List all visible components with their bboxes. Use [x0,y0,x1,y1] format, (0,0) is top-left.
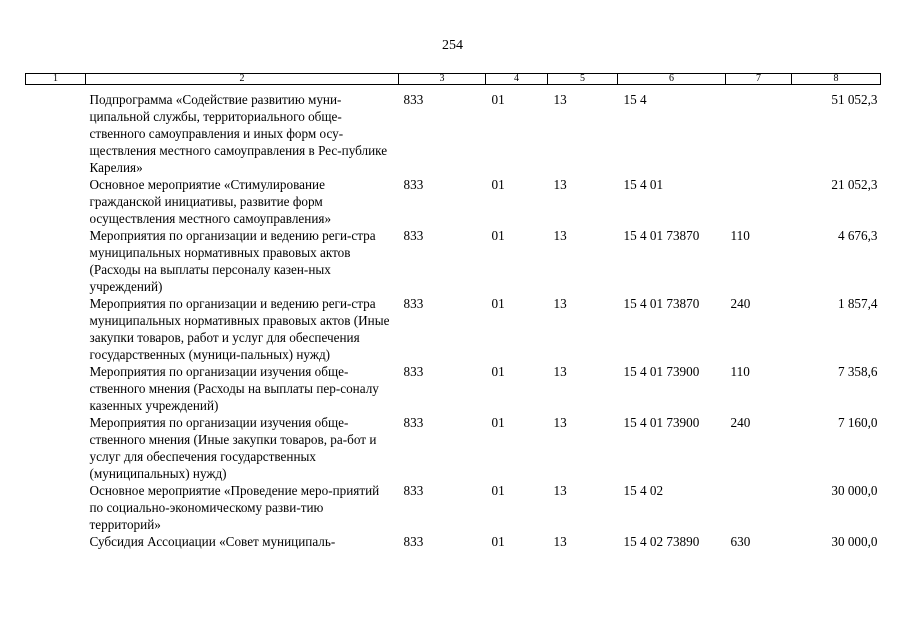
expense-name-cell: Мероприятия по организации изучения обще-ственного мнения (Расходы на выплаты пер-соналу казенных учреждений) [89,364,379,413]
subsection-cell: 13 [553,415,567,430]
table-row [26,482,881,533]
subsection-cell: 13 [553,534,567,549]
subsection-cell: 13 [553,92,567,107]
target-article-cell: 15 4 [623,92,647,107]
table-header [26,74,881,85]
column-number-cell: 1 [26,74,86,85]
expense-name-cell: Мероприятия по организации и ведению реги-стра муниципальных нормативных правовых актов (Иные закупки товаров, работ и услуг для обеспечения государственных (муници-пальных) нужд) [89,296,390,362]
expense-type-cell [726,176,792,227]
column-number-cell: 4 [486,74,548,85]
section-cell: 01 [491,415,505,430]
target-article-cell: 15 4 01 73870 [623,228,700,243]
expense-type-cell [726,482,792,533]
admin-code-cell: 833 [403,92,424,107]
expense-name-cell: Подпрограмма «Содействие развитию муни-ципальной службы, территориального обще-ственного самоуправления и иных форм осу-ществления местного самоуправления в Рес-публике Карелия» [89,92,388,175]
section-cell: 01 [491,364,505,379]
expense-name-cell: Основное мероприятие «Проведение меро-приятий по социально-экономическому разви-тию территорий» [89,483,380,532]
section-cell: 01 [491,483,505,498]
expense-type-cell: 110 [730,364,750,379]
column-number-cell: 8 [792,74,881,85]
target-article-cell: 15 4 01 73900 [623,415,700,430]
amount-cell: 30 000,0 [831,534,878,549]
admin-code-cell: 833 [403,228,424,243]
section-cell: 01 [491,177,505,192]
admin-code-cell: 833 [403,296,424,311]
expense-type-cell: 110 [730,228,750,243]
row-number-cell [26,85,86,177]
column-number-cell: 3 [399,74,486,85]
row-number-cell [26,482,86,533]
admin-code-cell: 833 [403,415,424,430]
row-number-cell [26,414,86,482]
section-cell: 01 [491,296,505,311]
table-row [26,85,881,177]
amount-cell: 21 052,3 [831,177,878,192]
amount-cell: 4 676,3 [837,228,878,243]
amount-cell: 30 000,0 [831,483,878,498]
column-number-row [26,74,881,85]
expense-type-cell: 630 [730,534,751,549]
subsection-cell: 13 [553,228,567,243]
section-cell: 01 [491,92,505,107]
admin-code-cell: 833 [403,483,424,498]
table-row [26,414,881,482]
target-article-cell: 15 4 01 73900 [623,364,700,379]
row-number-cell [26,533,86,550]
target-article-cell: 15 4 02 [623,483,664,498]
amount-cell: 51 052,3 [831,92,878,107]
table-row [26,533,881,550]
expense-name-cell: Основное мероприятие «Стимулирование гражданской инициативы, развитие форм осуществления местного самоуправления» [89,177,332,226]
column-number-cell: 7 [726,74,792,85]
table-row [26,227,881,295]
target-article-cell: 15 4 01 73870 [623,296,700,311]
amount-cell: 7 358,6 [837,364,878,379]
section-cell: 01 [491,534,505,549]
page-number: 254 [442,38,463,53]
target-article-cell: 15 4 01 [623,177,664,192]
row-number-cell [26,363,86,414]
row-number-cell [26,176,86,227]
amount-cell: 7 160,0 [837,415,878,430]
row-number-cell [26,227,86,295]
column-number-cell: 6 [618,74,726,85]
budget-table [25,73,881,550]
amount-cell: 1 857,4 [837,296,878,311]
row-number-cell [26,295,86,363]
column-number-cell: 5 [548,74,618,85]
expense-type-cell: 240 [730,296,751,311]
subsection-cell: 13 [553,364,567,379]
subsection-cell: 13 [553,483,567,498]
admin-code-cell: 833 [403,177,424,192]
table-body [26,85,881,551]
expense-name-cell: Мероприятия по организации и ведению реги-стра муниципальных нормативных правовых актов (Расходы на выплаты персоналу казен-ных учреждений) [89,228,376,294]
subsection-cell: 13 [553,296,567,311]
expense-name-cell: Мероприятия по организации изучения обще-ственного мнения (Иные закупки товаров, ра-бот и услуг для обеспечения государственных (муниципальных) нужд) [89,415,377,481]
admin-code-cell: 833 [403,534,424,549]
table-row [26,363,881,414]
admin-code-cell: 833 [403,364,424,379]
table-row [26,295,881,363]
expense-type-cell: 240 [730,415,751,430]
section-cell: 01 [491,228,505,243]
table-row [26,176,881,227]
expense-name-cell: Субсидия Ассоциации «Совет муниципаль- [89,534,336,549]
target-article-cell: 15 4 02 73890 [623,534,700,549]
subsection-cell: 13 [553,177,567,192]
expense-type-cell [726,85,792,177]
column-number-cell: 2 [86,74,399,85]
